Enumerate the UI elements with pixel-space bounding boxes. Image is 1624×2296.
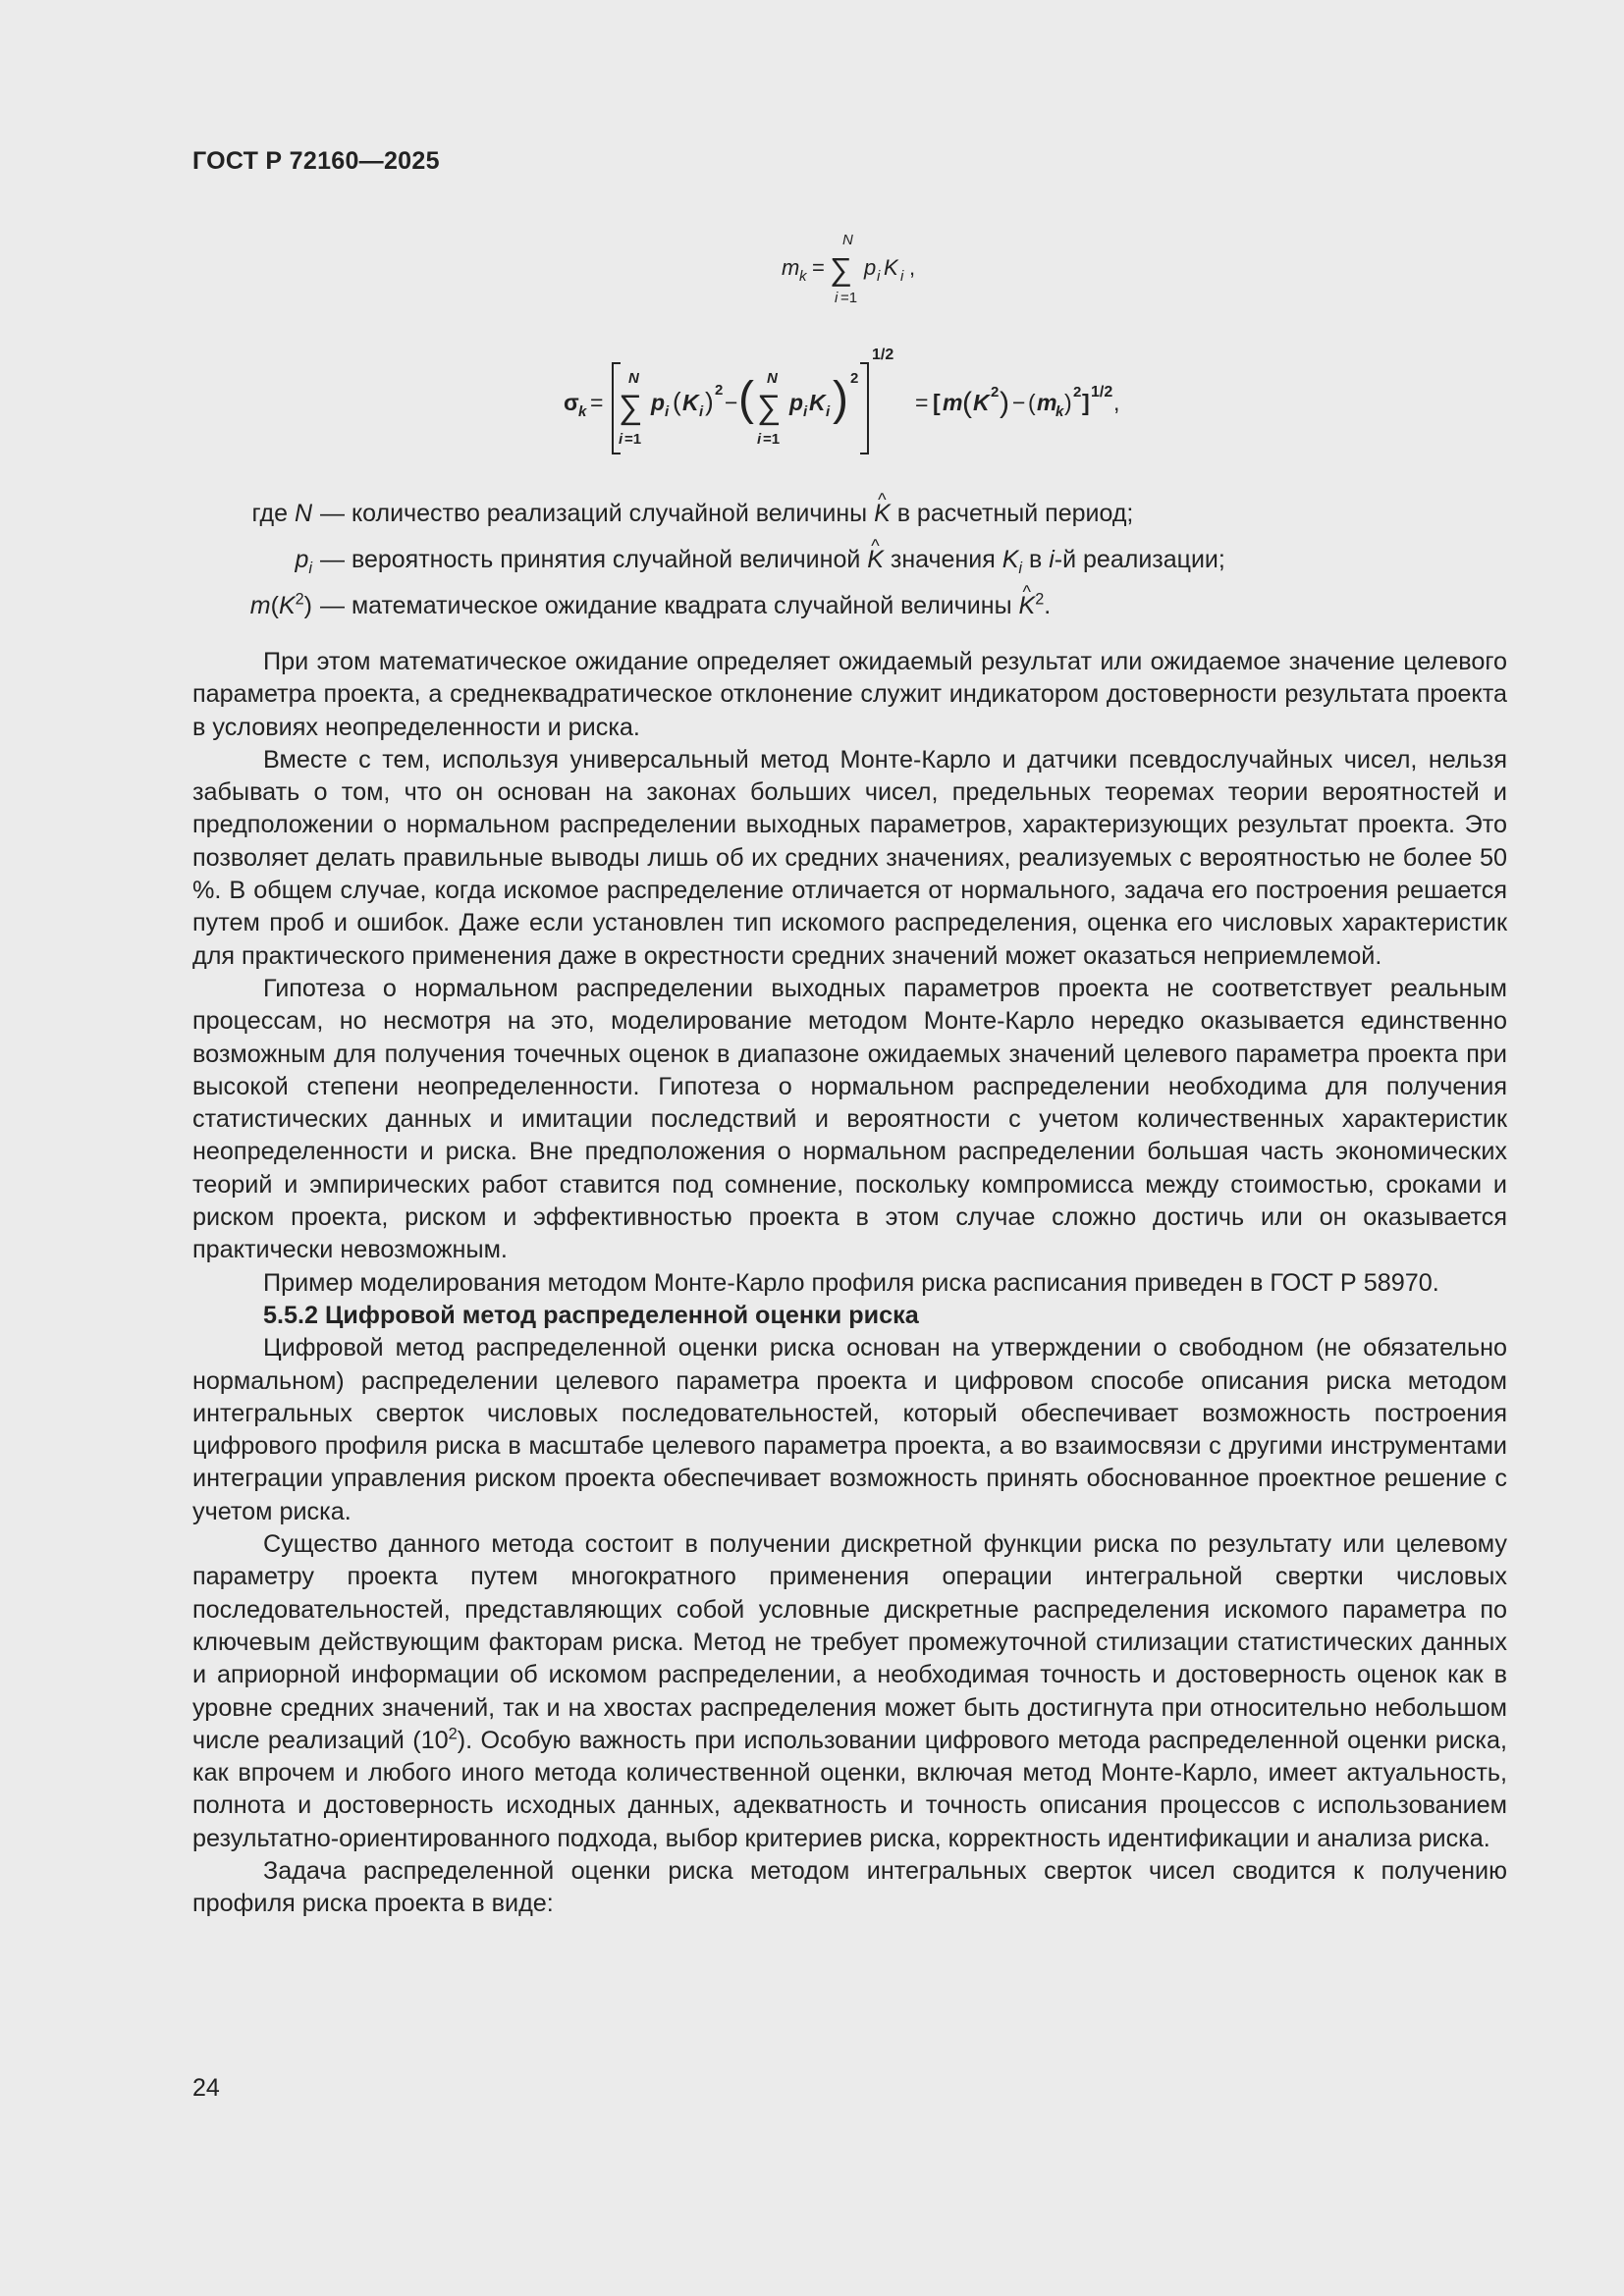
definition-row	[192, 537, 1469, 583]
svg-text:m: m	[1037, 390, 1057, 415]
svg-text:(: (	[1028, 390, 1036, 415]
definition-text: — вероятность принятия случайной величиной ^ K значения $K_i$ в i-й реализации;	[320, 537, 1225, 583]
page-number: 24	[192, 2074, 220, 2102]
svg-text:(: (	[738, 373, 754, 425]
paragraph: Гипотеза о нормальном распределении выходных параметров проекта не соответствует реальным процессам, но несмотря на это, моделирование методом Монте-Карло нередко оказывается единственно возможным для получения точечных оценок в диапазоне ожидаемых значений целевого параметра проекта при высокой степени неопределенности. Гипотеза о нормальном распределении необходима для получения статистических данных и имитации последствий и вероятности с учетом количественных характеристик неопределенности и риска. Вне предположения о нормальном распределении большая часть экономических теорий и эмпирических работ ставится под сомнение, поскольку компромисса между стоимостью, сроками и риском проекта, риском и эффективностью проекта в этом случае сложно достичь или он оказывается практически невозможным.	[192, 974, 1507, 1264]
document-header: ГОСТ Р 72160—2025	[192, 147, 440, 175]
svg-text:m: m	[943, 390, 963, 415]
svg-text:(: (	[673, 387, 681, 416]
svg-text:=: =	[590, 390, 604, 415]
svg-text:,: ,	[909, 255, 916, 280]
svg-text:=1: =1	[840, 290, 858, 306]
svg-text:i: i	[665, 403, 670, 420]
svg-text:σ: σ	[564, 390, 579, 415]
formula-std-deviation	[550, 334, 1159, 461]
svg-text:): )	[1064, 390, 1072, 415]
svg-text:]: ]	[1082, 390, 1090, 415]
svg-text:2: 2	[991, 384, 1000, 400]
svg-text:2: 2	[715, 382, 724, 399]
svg-text:K: K	[973, 390, 990, 415]
svg-text:i: i	[877, 268, 881, 285]
svg-text:1/2: 1/2	[872, 347, 894, 363]
svg-text:i: i	[619, 431, 623, 448]
svg-text:2: 2	[850, 370, 859, 387]
variable-definitions	[192, 491, 1469, 629]
section-heading: 5.5.2 Цифровой метод распределенной оценки риска	[263, 1301, 919, 1329]
svg-text:=1: =1	[763, 431, 781, 448]
svg-text:i: i	[900, 268, 904, 285]
svg-text:[: [	[933, 390, 941, 415]
definition-symbol: $p_i$	[295, 546, 312, 577]
svg-text:i: i	[757, 431, 762, 448]
svg-text:N: N	[628, 370, 639, 387]
svg-text:∑: ∑	[619, 389, 643, 426]
svg-text:2: 2	[1073, 384, 1082, 400]
svg-text:K: K	[809, 390, 826, 415]
body-text	[192, 646, 1507, 1921]
svg-text:p: p	[651, 390, 666, 415]
paragraph: При этом математическое ожидание определяет ожидаемый результат или ожидаемое значение целевого параметра проекта, а среднеквадратическое отклонение служит индикатором достоверности результата проекта в условиях неопределенности и риска.	[192, 648, 1507, 741]
svg-text:N: N	[767, 370, 778, 387]
svg-text:i: i	[803, 403, 808, 420]
svg-text:K: K	[682, 390, 699, 415]
svg-text:K: K	[884, 255, 898, 280]
svg-text:i: i	[826, 403, 831, 420]
svg-text:k: k	[578, 403, 587, 420]
definition-symbol: где N	[251, 500, 312, 527]
paragraph: Вместе с тем, используя универсальный метод Монте-Карло и датчики псевдослучайных чисел, нельзя забывать о том, что он основан на законах больших чисел, предельных теоремах теории вероятностей и предположении о нормальном распределении выходных параметров, характеризующих результат проекта. Это позволяет делать правильные выводы лишь об их средних значениях, реализуемых с вероятностью не более 50 %. В общем случае, когда искомое распределение отличается от нормального, задача его построения решается путем проб и ошибок. Даже если установлен тип искомого распределения, оценка его числовых характеристик для практического применения даже в окрестности средних значений может оказаться неприемлемой.	[192, 745, 1507, 970]
svg-text:=1: =1	[624, 431, 642, 448]
formula-mean	[687, 226, 1041, 314]
svg-text:k: k	[1056, 403, 1064, 420]
svg-text:): )	[705, 387, 714, 416]
svg-text:−: −	[1012, 390, 1026, 415]
svg-text:): )	[1000, 387, 1009, 419]
svg-text:i: i	[835, 290, 839, 306]
svg-text:i: i	[699, 403, 704, 420]
definition-row	[192, 491, 1469, 537]
paragraph: Задача распределенной оценки риска методом интегральных сверток чисел сводится к получению профиля риска проекта в виде:	[192, 1856, 1507, 1918]
paragraph: Существо данного метода состоит в получении дискретной функции риска по результату или целевому параметру проекта путем многократного применения операции интегральной свертки числовых последовательностей, представляющих собой условные дискретные распределения искомого параметра по ключевым действующим факторам риска. Метод не требует промежуточной стилизации статистических данных и априорной информации об искомом распределении, а необходимая точность и достоверность оценок как в уровне средних значений, так и на хвостах распределения может быть достигнута при относительно небольшом числе реализаций $(10^2)$. Особую важность при использовании цифрового метода распределенной оценки риска, как впрочем и любого иного метода количественной оценки, включая метод Монте-Карло, имеет актуальность, полнота и достоверность исходных данных, адекватность и точность описания процессов с использованием результатно-ориентированного подхода, выбор критериев риска, корректность идентификации и анализа риска.	[192, 1530, 1507, 1852]
svg-text:=: =	[812, 255, 825, 280]
svg-text:N: N	[842, 232, 853, 248]
paragraph: Пример моделирования методом Монте-Карло профиля риска расписания приведен в ГОСТ Р 58970.	[263, 1268, 1439, 1297]
svg-text:,: ,	[1113, 390, 1120, 415]
svg-text:p: p	[864, 255, 877, 280]
svg-text:): )	[833, 373, 848, 425]
svg-text:1/2: 1/2	[1091, 384, 1113, 400]
svg-text:m: m	[782, 255, 800, 280]
svg-text:(: (	[962, 387, 972, 419]
svg-text:p: p	[789, 390, 804, 415]
svg-text:k: k	[799, 268, 807, 285]
svg-text:−: −	[725, 390, 738, 415]
svg-text:=: =	[915, 390, 929, 415]
svg-text:∑: ∑	[757, 389, 782, 426]
definition-text: — математическое ожидание квадрата случайной величины ^ $K^2$.	[320, 583, 1051, 629]
definition-text: — количество реализаций случайной величины ^ K в расчетный период;	[320, 491, 1133, 537]
definition-row	[192, 583, 1469, 629]
paragraph: Цифровой метод распределенной оценки риска основан на утверждении о свободном (не обязательно нормальном) распределении целевого параметра проекта и цифровом способе описания риска методом интегральных сверток числовых последовательностей, который обеспечивает возможность построения цифрового профиля риска в масштабе целевого параметра проекта, а во взаимосвязи с другими инструментами интеграции управления риском проекта обеспечивает возможность принять обоснованное проектное решение с учетом риска.	[192, 1334, 1507, 1525]
definition-symbol: $m(K^2)$	[249, 590, 312, 619]
svg-text:∑: ∑	[830, 251, 852, 287]
